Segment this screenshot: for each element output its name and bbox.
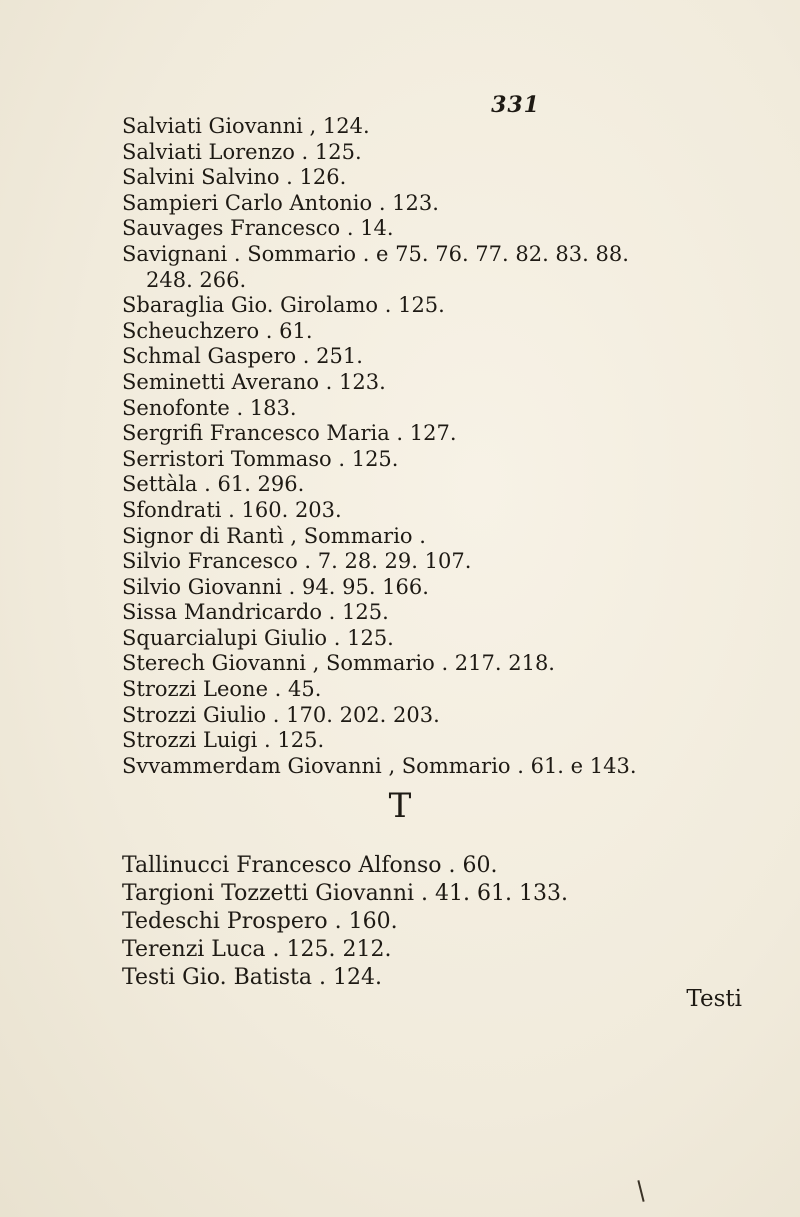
index-entry: Squarcialupi Giulio . 125. (122, 625, 394, 650)
index-entry: Sbaraglia Gio. Girolamo . 125. (122, 293, 445, 318)
catchword: Testi (686, 986, 742, 1012)
index-entry: Sergrifi Francesco Maria . 127. (122, 421, 457, 446)
index-entry: Salvini Salvino . 126. (122, 165, 347, 190)
index-entries-s (122, 114, 762, 779)
index-entry: Sterech Giovanni , Sommario . 217. 218. (122, 651, 555, 676)
index-entry: Svvammerdam Giovanni , Sommario . 61. e 143. (122, 753, 637, 778)
index-entry: Salviati Lorenzo . 125. (122, 139, 362, 164)
index-entry: Terenzi Luca . 125. 212. (122, 937, 392, 962)
index-entry: Settàla . 61. 296. (122, 472, 305, 497)
index-entry: Testi Gio. Batista . 124. (122, 965, 382, 990)
index-entry: Tallinucci Francesco Alfonso . 60. (122, 853, 498, 878)
page-number: 331 (491, 92, 540, 118)
index-entry: Salviati Giovanni , 124. (122, 114, 370, 138)
index-entry: Strozzi Leone . 45. (122, 677, 322, 702)
index-entries-t (122, 852, 782, 992)
index-entry: Seminetti Averano . 123. (122, 369, 386, 394)
index-entry: Tedeschi Prospero . 160. (122, 909, 398, 934)
index-entry: Sauvages Francesco . 14. (122, 216, 394, 241)
index-entry-continuation: 248. 266. (146, 267, 247, 292)
index-entry: Sissa Mandricardo . 125. (122, 600, 389, 625)
index-entry: Savignani . Sommario . e 75. 76. 77. 82. 83. 88. (122, 241, 629, 266)
section-letter-heading: T (388, 786, 412, 826)
index-entry: Strozzi Giulio . 170. 202. 203. (122, 702, 440, 727)
index-entry: Scheuchzero . 61. (122, 318, 313, 343)
index-entry: Schmal Gaspero . 251. (122, 344, 363, 369)
index-entry: Sfondrati . 160. 203. (122, 497, 342, 522)
index-entry: Signor di Rantì , Sommario . (122, 523, 426, 548)
index-entry: Silvio Giovanni . 94. 95. 166. (122, 574, 429, 599)
index-entry: Strozzi Luigi . 125. (122, 728, 325, 753)
index-entry: Serristori Tommaso . 125. (122, 446, 399, 471)
index-entry: Senofonte . 183. (122, 395, 297, 420)
ink-mark (637, 1180, 644, 1202)
index-entry: Targioni Tozzetti Giovanni . 41. 61. 133. (122, 881, 568, 906)
index-entry: Silvio Francesco . 7. 28. 29. 107. (122, 549, 472, 574)
index-entry: Sampieri Carlo Antonio . 123. (122, 190, 439, 215)
